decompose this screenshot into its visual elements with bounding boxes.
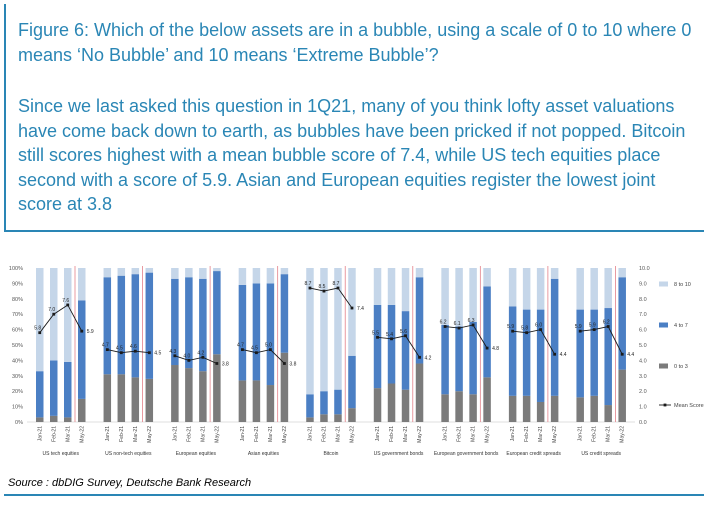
mean-score-label: 4.5 (250, 345, 258, 352)
bar-segment-8-to-10 (509, 268, 517, 307)
bar-segment-4-to-7 (264, 283, 275, 385)
period-tick-label: Jan-21 (442, 426, 449, 442)
bar-segment-4-to-7 (306, 394, 314, 417)
left-axis-tick-label: 40% (11, 358, 23, 365)
bar-segment-0-to-3 (402, 390, 410, 422)
bar-segment-4-to-7 (551, 279, 559, 396)
mean-score-point (376, 336, 379, 339)
period-tick-label: Mar-21 (470, 426, 477, 442)
bar-segment-0-to-3 (455, 391, 463, 422)
mean-score-point (337, 287, 340, 290)
mean-score-label: 4.5 (154, 350, 162, 357)
bar-segment-0-to-3 (388, 384, 396, 423)
right-axis-tick-label: 4.0 (639, 358, 647, 365)
bar-segment-4-to-7 (50, 360, 58, 415)
bar-segment-0-to-3 (132, 377, 140, 422)
mean-score-label: 4.4 (559, 352, 567, 359)
bar-segment-0-to-3 (253, 380, 261, 422)
period-tick-label: Mar-21 (267, 426, 274, 442)
asset-group-label: Asian equities (247, 451, 279, 457)
period-tick-label: Feb-21 (186, 426, 193, 442)
mean-score-point (241, 348, 244, 351)
bar-segment-8-to-10 (199, 268, 207, 279)
bar-segment-8-to-10 (239, 268, 247, 285)
bar-segment-0-to-3 (199, 371, 207, 422)
mean-score-point (52, 313, 55, 316)
bar-segment-4-to-7 (101, 277, 112, 374)
right-axis-tick-label: 1.0 (639, 404, 647, 411)
mean-score-line (310, 288, 352, 308)
bar-segment-0-to-3 (267, 385, 275, 422)
mean-score-point (38, 331, 41, 334)
period-tick-label: Mar-21 (538, 426, 545, 442)
bar-segment-8-to-10 (267, 268, 275, 283)
mean-score-point (309, 287, 312, 290)
period-tick-label: Jan-21 (239, 426, 246, 442)
source-note: Source : dbDIG Survey, Deutsche Bank Research (8, 477, 252, 489)
legend-swatch-s0 (659, 364, 668, 369)
mean-score-label: 4.5 (115, 345, 123, 352)
mean-score-point (134, 350, 137, 353)
bar-segment-4-to-7 (320, 391, 328, 414)
mean-score-point (187, 359, 190, 362)
bar-segment-0-to-3 (36, 417, 44, 422)
bar-segment-8-to-10 (348, 268, 356, 356)
mean-score-label: 5.6 (400, 328, 408, 335)
bar-segment-4-to-7 (509, 307, 517, 396)
period-tick-label: May-22 (417, 426, 424, 443)
right-axis-tick-label: 6.0 (639, 327, 647, 334)
bar-segment-0-to-3 (334, 414, 342, 422)
mean-score-point (173, 354, 176, 357)
bar-segment-4-to-7 (78, 300, 86, 399)
mean-score-label: 4.7 (236, 342, 244, 349)
mean-score-label: 4.2 (197, 350, 205, 357)
mean-score-point (201, 356, 204, 359)
bar-segment-0-to-3 (146, 379, 154, 422)
left-axis-tick-label: 70% (11, 312, 23, 319)
bar-segment-0-to-3 (604, 405, 612, 422)
bar-segment-8-to-10 (604, 268, 612, 308)
period-tick-label: Jan-21 (104, 426, 111, 442)
mean-score-line (40, 305, 82, 333)
period-tick-label: Jan-21 (37, 426, 44, 442)
bar-segment-0-to-3 (306, 417, 314, 422)
legend-label: Mean Score (674, 403, 704, 409)
mean-score-point (323, 290, 326, 293)
bar-segment-0-to-3 (509, 396, 517, 422)
bar-segment-8-to-10 (590, 268, 598, 310)
mean-score-label: 6.1 (453, 321, 461, 328)
period-tick-label: Jan-21 (307, 426, 314, 442)
period-tick-label: Mar-21 (403, 426, 410, 442)
right-axis-tick-label: 7.0 (639, 312, 647, 319)
bar-segment-8-to-10 (469, 268, 477, 322)
mean-score-point (148, 351, 151, 354)
mean-score-point (553, 353, 556, 356)
mean-score-label: 7.6 (62, 297, 70, 304)
legend-swatch-s4 (659, 323, 668, 328)
mean-score-point (255, 351, 258, 354)
mean-score-label: 8.7 (332, 281, 340, 288)
mean-score-point (106, 348, 109, 351)
bar-segment-4-to-7 (334, 390, 342, 415)
period-tick-label: Mar-21 (132, 426, 139, 442)
right-axis-tick-label: 2.0 (639, 389, 647, 396)
mean-score-point (486, 347, 489, 350)
bar-segment-0-to-3 (590, 396, 598, 422)
bar-segment-4-to-7 (374, 305, 382, 388)
period-tick-label: Feb-21 (591, 426, 598, 442)
period-tick-label: Feb-21 (253, 426, 260, 442)
mean-score-label: 5.9 (86, 329, 94, 336)
bar-segment-4-to-7 (115, 276, 126, 375)
bar-segment-8-to-10 (281, 268, 289, 274)
asset-group-label: US government bonds (373, 451, 424, 457)
period-tick-label: Jan-21 (577, 426, 584, 442)
mean-score-point (444, 325, 447, 328)
bar-segment-0-to-3 (104, 374, 112, 422)
bar-segment-0-to-3 (50, 416, 58, 422)
mean-score-label: 5.0 (264, 342, 272, 349)
left-axis-tick-label: 80% (11, 296, 23, 303)
period-tick-label: May-22 (146, 426, 153, 443)
mean-score-label: 6.2 (439, 319, 447, 326)
left-axis-tick-label: 30% (11, 373, 23, 380)
legend-label: 8 to 10 (674, 282, 691, 288)
bar-segment-8-to-10 (171, 268, 179, 279)
bottom-rule (4, 494, 704, 496)
mean-score-line (513, 330, 555, 355)
bar-segment-0-to-3 (618, 370, 626, 422)
mean-score-point (269, 348, 272, 351)
mean-score-point (525, 331, 528, 334)
bar-segment-4-to-7 (523, 310, 531, 396)
mean-score-label: 7.0 (48, 307, 56, 314)
mean-score-label: 4.8 (492, 346, 500, 353)
period-tick-label: Jan-21 (375, 426, 382, 442)
legend-label: 4 to 7 (674, 323, 688, 329)
period-tick-label: Mar-21 (605, 426, 612, 442)
mean-score-label: 8.7 (304, 281, 312, 288)
mean-score-line (378, 336, 420, 358)
bubble-score-chart (5, 257, 705, 463)
mean-score-line (580, 327, 622, 355)
mean-score-point (80, 330, 83, 333)
bar-segment-0-to-3 (185, 368, 193, 422)
mean-score-point (418, 356, 421, 359)
mean-score-point (458, 327, 461, 330)
period-tick-label: May-22 (79, 426, 86, 443)
right-axis-tick-label: 10.0 (639, 266, 650, 272)
mean-score-label: 4.2 (424, 355, 432, 362)
mean-score-point (120, 351, 123, 354)
bar-segment-4-to-7 (441, 325, 449, 394)
bar-segment-4-to-7 (483, 286, 491, 377)
bar-segment-8-to-10 (253, 268, 261, 283)
left-axis-tick-label: 60% (11, 327, 23, 334)
period-tick-label: Feb-21 (524, 426, 531, 442)
mean-score-point (579, 330, 582, 333)
mean-score-point (283, 362, 286, 365)
asset-group-label: European equities (175, 451, 217, 457)
mean-score-label: 3.8 (289, 361, 297, 368)
bar-segment-4-to-7 (402, 311, 410, 390)
bar-segment-8-to-10 (104, 268, 112, 277)
right-axis-tick-label: 9.0 (639, 281, 647, 288)
asset-group-label: US credit spreads (581, 451, 622, 457)
bar-segment-0-to-3 (64, 417, 72, 422)
mean-score-label: 7.4 (356, 306, 364, 313)
bar-segment-8-to-10 (416, 268, 424, 277)
asset-group-label: US tech equities (42, 451, 79, 457)
mean-score-line (107, 350, 149, 353)
bar-segment-4-to-7 (64, 362, 72, 417)
mean-score-label: 5.8 (34, 325, 42, 332)
right-axis-tick-label: 5.0 (639, 343, 647, 349)
mean-score-label: 5.9 (588, 322, 596, 329)
bar-segment-0-to-3 (348, 408, 356, 422)
period-tick-label: Mar-21 (200, 426, 207, 442)
period-tick-label: May-22 (214, 426, 221, 443)
bar-segment-4-to-7 (576, 310, 584, 398)
mean-score-point (593, 328, 596, 331)
mean-score-point (472, 324, 475, 327)
bar-segment-0-to-3 (320, 414, 328, 422)
bar-segment-4-to-7 (146, 273, 154, 379)
bar-segment-0-to-3 (416, 363, 424, 422)
bar-segment-4-to-7 (236, 285, 247, 380)
mean-score-label: 5.5 (372, 330, 380, 337)
bar-segment-4-to-7 (348, 356, 356, 408)
left-axis-tick-label: 10% (11, 404, 23, 411)
bar-segment-8-to-10 (146, 268, 154, 273)
bar-segment-8-to-10 (132, 268, 140, 274)
mean-score-label: 5.4 (386, 331, 394, 338)
bar-segment-0-to-3 (551, 396, 559, 422)
mean-score-label: 5.9 (507, 324, 515, 331)
bar-segment-0-to-3 (469, 394, 477, 422)
mean-score-point (390, 337, 393, 340)
period-tick-label: Mar-21 (65, 426, 72, 442)
period-tick-label: Jan-21 (510, 426, 517, 442)
bar-segment-0-to-3 (537, 402, 545, 422)
period-tick-label: Feb-21 (389, 426, 396, 442)
mean-score-point (404, 334, 407, 337)
asset-group-label: Bitcoin (323, 451, 339, 457)
bar-segment-4-to-7 (388, 305, 396, 384)
legend-marker-mean-score (664, 404, 667, 407)
bar-segment-4-to-7 (416, 277, 424, 363)
bar-segment-8-to-10 (576, 268, 584, 310)
mean-score-line (242, 350, 284, 364)
period-tick-label: Jan-21 (172, 426, 179, 442)
left-axis-tick-label: 50% (11, 343, 23, 349)
period-tick-label: May-22 (552, 426, 559, 443)
bar-segment-8-to-10 (388, 268, 396, 305)
bar-segment-8-to-10 (374, 268, 382, 305)
bar-segment-4-to-7 (469, 322, 477, 394)
period-tick-label: May-22 (619, 426, 626, 443)
mean-score-label: 4.3 (169, 348, 177, 355)
figure-title: Figure 6: Which of the below assets are in a bubble, using a scale of 0 to 10 where 0 means ‘No Bubble’ and 10 means ‘Extreme Bubble’? (18, 20, 692, 65)
period-tick-label: Feb-21 (118, 426, 125, 442)
bar-segment-0-to-3 (576, 397, 584, 422)
bar-segment-8-to-10 (64, 268, 72, 362)
bar-segment-8-to-10 (36, 268, 44, 371)
period-tick-label: Feb-21 (321, 426, 328, 442)
mean-score-line (175, 356, 217, 364)
bar-segment-8-to-10 (185, 268, 193, 277)
asset-group-label: US non-tech equities (105, 451, 152, 457)
asset-group-label: European credit spreads (506, 451, 561, 457)
mean-score-label: 8.5 (318, 284, 326, 291)
bar-segment-0-to-3 (483, 377, 491, 422)
bar-segment-8-to-10 (618, 268, 626, 277)
left-axis-tick-label: 90% (11, 281, 23, 288)
bar-segment-8-to-10 (483, 268, 491, 286)
mean-score-line (445, 325, 487, 348)
legend-label: 0 to 3 (674, 364, 688, 370)
bar-segment-8-to-10 (118, 268, 126, 276)
asset-group-label: European government bonds (433, 451, 499, 457)
left-axis-tick-label: 0% (15, 420, 23, 426)
bar-segment-4-to-7 (213, 271, 221, 354)
mean-score-label: 3.8 (221, 361, 229, 368)
figure-description: Since we last asked this question in 1Q21, many of you think lofty asset valuations have come back down to earth, as bubbles have been pricked if not popped. Bitcoin still scores highest with a mean bubble score of 7.4, while US tech equities place second with a score of 5.9. Asian and European equities register the lowest joint score at 3.8 (18, 96, 686, 214)
bar-segment-8-to-10 (551, 268, 559, 279)
mean-score-label: 4.7 (101, 342, 109, 349)
figure-header (4, 4, 704, 232)
bar-segment-4-to-7 (281, 274, 289, 353)
mean-score-point (607, 325, 610, 328)
bar-segment-0-to-3 (171, 365, 179, 422)
bar-segment-8-to-10 (213, 268, 221, 271)
mean-score-label: 4.6 (129, 344, 137, 351)
period-tick-label: Feb-21 (51, 426, 58, 442)
bar-segment-0-to-3 (374, 388, 382, 422)
bar-segment-4-to-7 (455, 327, 463, 392)
period-tick-label: Mar-21 (335, 426, 342, 442)
legend-swatch-s8 (659, 282, 668, 287)
mean-score-label: 5.9 (574, 324, 582, 331)
bar-segment-0-to-3 (441, 394, 449, 422)
mean-score-point (66, 304, 69, 307)
mean-score-label: 6.3 (467, 317, 475, 324)
bar-segment-8-to-10 (537, 268, 545, 310)
bar-segment-8-to-10 (523, 268, 531, 310)
bar-segment-0-to-3 (118, 374, 126, 422)
bar-segment-4-to-7 (36, 371, 44, 417)
right-axis-tick-label: 3.0 (639, 373, 647, 380)
bar-segment-4-to-7 (129, 274, 140, 377)
mean-score-label: 4.4 (627, 352, 635, 359)
bar-segment-0-to-3 (523, 396, 531, 422)
period-tick-label: May-22 (349, 426, 356, 443)
mean-score-point (511, 330, 514, 333)
period-tick-label: May-22 (281, 426, 288, 443)
right-axis-tick-label: 8.0 (639, 296, 647, 303)
left-axis-tick-label: 20% (11, 389, 23, 396)
mean-score-point (215, 362, 218, 365)
bar-segment-8-to-10 (78, 268, 86, 300)
mean-score-point (621, 353, 624, 356)
bar-segment-8-to-10 (455, 268, 463, 327)
period-tick-label: May-22 (484, 426, 491, 443)
bar-segment-4-to-7 (250, 283, 261, 380)
mean-score-label: 4.0 (183, 353, 191, 360)
bar-segment-0-to-3 (78, 399, 86, 422)
bar-segment-8-to-10 (402, 268, 410, 311)
bar-segment-0-to-3 (239, 380, 247, 422)
mean-score-label: 6.2 (602, 319, 610, 326)
bar-segment-8-to-10 (441, 268, 449, 325)
mean-score-point (539, 328, 542, 331)
mean-score-point (351, 307, 354, 310)
mean-score-label: 5.8 (521, 325, 529, 332)
bar-segment-4-to-7 (618, 277, 626, 369)
left-axis-tick-label: 100% (8, 266, 23, 272)
period-tick-label: Feb-21 (456, 426, 463, 442)
mean-score-label: 6.0 (535, 322, 543, 329)
right-axis-tick-label: 0.0 (639, 420, 647, 426)
